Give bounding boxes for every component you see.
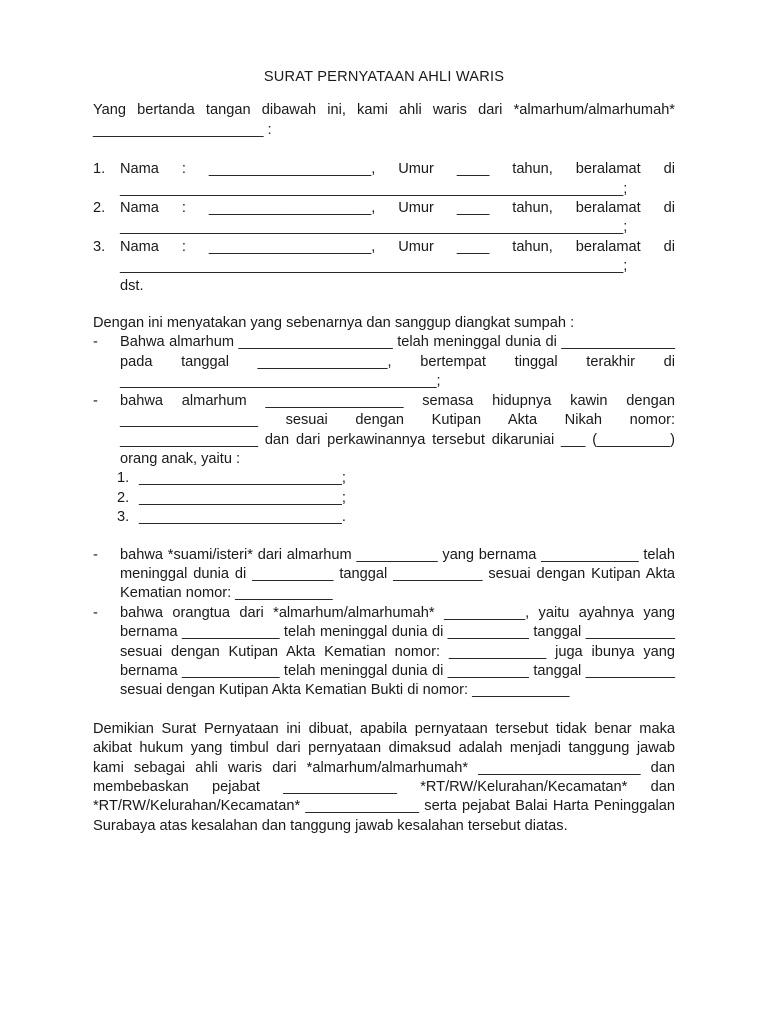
child-text: _________________________; bbox=[139, 489, 346, 506]
statement-bullet bbox=[93, 546, 675, 604]
document-page bbox=[93, 68, 675, 836]
child-item bbox=[117, 489, 675, 508]
child-number: 2. bbox=[117, 489, 130, 506]
statement-bullet bbox=[93, 392, 675, 470]
child-text: _________________________; bbox=[139, 470, 346, 487]
heir-text: Nama : ____________________, Umur ____ tahun, beralamat di ______________________________________________________________; bbox=[120, 161, 675, 197]
closing-paragraph: Demikian Surat Pernyataan ini dibuat, apabila pernyataan tersebut tidak benar maka akibat hukum yang timbul dari pernyataan dimaksud adalah menjadi tanggung jawab kami sebagai ahli waris dari *almarhum/almarhumah* ____________________ dan membebaskan pejabat ______________ *RT/RW/Kelurahan/Kecamatan* dan *RT/RW/Kelurahan/Kecamatan* ______________ serta pejabat Balai Harta Peninggalan Surabaya atas kesalahan dan tanggung jawab kesalahan tersebut diatas. bbox=[93, 720, 675, 834]
statement-lead: Dengan ini menyatakan yang sebenarnya dan sanggup diangkat sumpah : bbox=[93, 315, 575, 332]
children-list bbox=[93, 469, 675, 527]
bullet-dash: - bbox=[93, 334, 98, 351]
bullet-text: bahwa almarhum _________________ semasa hidupnya kawin dengan _________________ sesuai dengan Kutipan Akta Nikah nomor: _________________ dan dari perkawinannya tersebut dikaruniai ___ (_________) orang anak, yaitu : bbox=[120, 392, 675, 467]
heir-text: Nama : ____________________, Umur ____ tahun, beralamat di ______________________________________________________________; bbox=[120, 238, 675, 275]
heir-number: 1. bbox=[93, 161, 106, 178]
child-number: 3. bbox=[117, 509, 130, 526]
child-item bbox=[117, 508, 675, 527]
heir-item bbox=[93, 238, 675, 277]
bullet-dash: - bbox=[93, 392, 98, 409]
child-number: 1. bbox=[117, 470, 130, 487]
statement-bullet bbox=[93, 604, 675, 701]
heir-item bbox=[93, 199, 675, 238]
bullet-text: bahwa *suami/isteri* dari almarhum __________ yang bernama ____________ telah meninggal dunia di __________ tanggal ___________ sesuai dengan Kutipan Akta Kematian nomor: ____________ bbox=[120, 546, 675, 602]
child-item bbox=[117, 469, 675, 488]
intro-paragraph: Yang bertanda tangan dibawah ini, kami ahli waris dari *almarhum/almarhumah* _____________________ : bbox=[93, 102, 675, 138]
statement-bullet bbox=[93, 333, 675, 391]
heir-text: Nama : ____________________, Umur ____ tahun, beralamat di ______________________________________________________________; bbox=[120, 200, 675, 236]
bullet-text: bahwa orangtua dari *almarhum/almarhumah* __________, yaitu ayahnya yang bernama ____________ telah meninggal dunia di __________ tanggal ___________ sesuai dengan Kutipan Akta Kematian nomor: ____________ juga ibunya yang bernama ____________ telah meninggal dunia di __________ tanggal ___________ sesuai dengan Kutipan Akta Kematian Bukti di nomor: ____________ bbox=[120, 604, 675, 699]
bullet-dash: - bbox=[93, 546, 98, 563]
bullet-dash: - bbox=[93, 604, 98, 621]
heir-number: 2. bbox=[93, 200, 106, 217]
heir-number: 3. bbox=[93, 238, 106, 255]
bullet-text: Bahwa almarhum ___________________ telah meninggal dunia di ______________ pada tanggal ________________, bertempat tinggal terakhir di _______________________________________; bbox=[120, 334, 675, 390]
heir-list-continuation: dst. bbox=[120, 277, 144, 294]
heir-list bbox=[93, 160, 675, 296]
heir-item bbox=[93, 160, 675, 199]
document-title: SURAT PERNYATAAN AHLI WARIS bbox=[263, 69, 505, 85]
child-text: _________________________. bbox=[139, 509, 346, 526]
